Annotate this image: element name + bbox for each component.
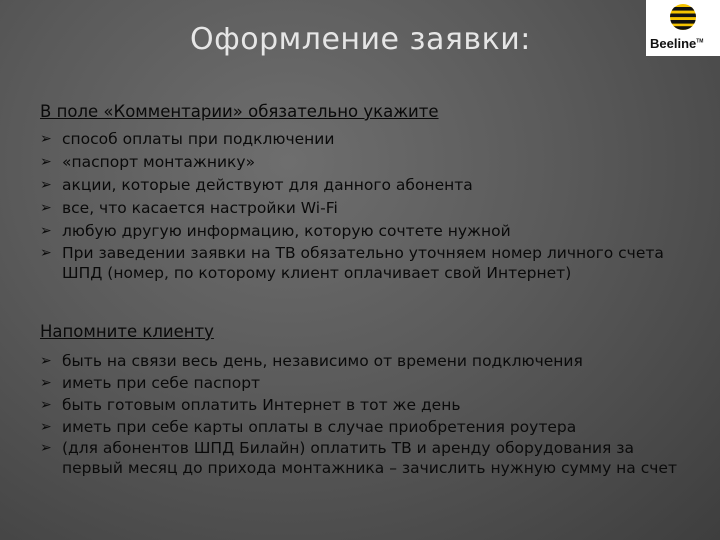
list-item <box>40 372 690 394</box>
list-item <box>40 174 690 197</box>
list-item-text: все, что касается настройки Wi-Fi <box>62 199 338 217</box>
trademark-mark: TM <box>696 38 704 45</box>
list-item-text: любую другую информацию, которую сочтете нужной <box>62 222 511 240</box>
list-item <box>40 394 690 416</box>
section1-list <box>40 128 690 283</box>
list-item-text: иметь при себе паспорт <box>62 374 261 392</box>
slide-title: Оформление заявки: <box>190 22 531 57</box>
list-item-text: (для абонентов ШПД Билайн) оплатить ТВ и аренду оборудования за первый месяц до прихода монтажника – зачислить нужную сумму на счет <box>62 439 677 477</box>
list-item-text: акции, которые действуют для данного абонента <box>62 176 473 194</box>
list-item <box>40 416 690 438</box>
list-item <box>40 197 690 220</box>
list-item <box>40 128 690 151</box>
list-item-text: быть готовым оплатить Интернет в тот же день <box>62 396 461 414</box>
list-item <box>40 438 690 478</box>
list-item <box>40 350 690 372</box>
list-item-text: иметь при себе карты оплаты в случае приобретения роутера <box>62 418 577 436</box>
list-item-text: быть на связи весь день, независимо от времени подключения <box>62 352 583 370</box>
beeline-logo <box>646 0 720 56</box>
arrow-bullet-icon: ➢ <box>40 177 52 193</box>
beeline-ball-icon <box>669 3 697 31</box>
arrow-bullet-icon: ➢ <box>40 245 52 261</box>
list-item-text: При заведении заявки на ТВ обязательно уточняем номер личного счета ШПД (номер, по которому клиент оплачивает свой Интернет) <box>62 244 664 282</box>
list-item <box>40 243 690 283</box>
arrow-bullet-icon: ➢ <box>40 419 52 435</box>
arrow-bullet-icon: ➢ <box>40 200 52 216</box>
arrow-bullet-icon: ➢ <box>40 223 52 239</box>
list-item-text: способ оплаты при подключении <box>62 130 335 148</box>
arrow-bullet-icon: ➢ <box>40 131 52 147</box>
list-item <box>40 151 690 174</box>
arrow-bullet-icon: ➢ <box>40 353 52 369</box>
section1-heading: В поле «Комментарии» обязательно укажите <box>40 102 439 121</box>
arrow-bullet-icon: ➢ <box>40 375 52 391</box>
list-item <box>40 220 690 243</box>
arrow-bullet-icon: ➢ <box>40 154 52 170</box>
section2-heading: Напомните клиенту <box>40 322 214 341</box>
arrow-bullet-icon: ➢ <box>40 440 52 456</box>
beeline-logo-text: Beeline™ <box>650 36 704 51</box>
list-item-text: «паспорт монтажнику» <box>62 153 256 171</box>
arrow-bullet-icon: ➢ <box>40 397 52 413</box>
section2-list <box>40 350 690 478</box>
